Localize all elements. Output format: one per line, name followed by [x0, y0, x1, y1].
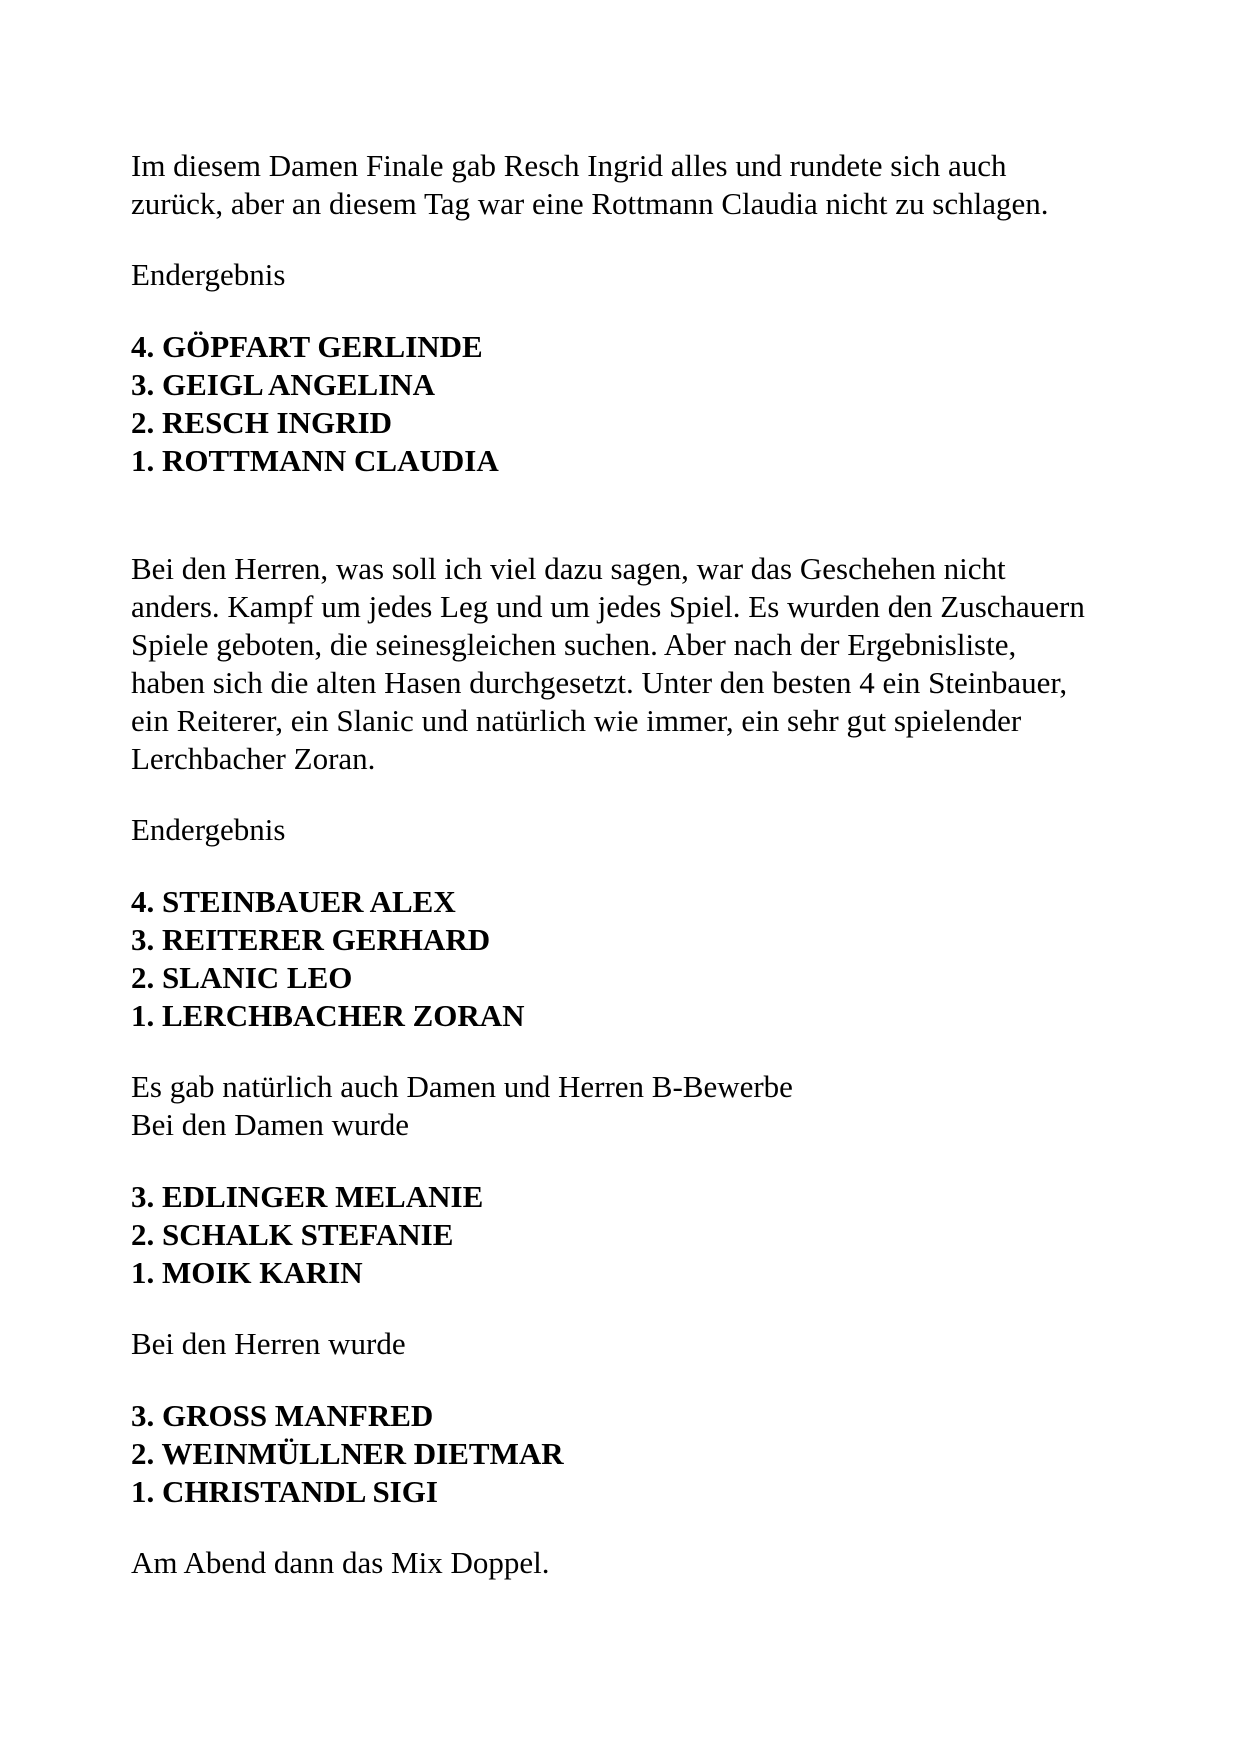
b-bewerbe-paragraph: [131, 1068, 1171, 1144]
text-line: Bei den Herren wurde: [131, 1326, 406, 1361]
herren-b-list: [131, 1397, 1171, 1511]
text-line: Bei den Damen wurde: [131, 1107, 410, 1142]
list-item: 2. SLANIC LEO: [131, 960, 353, 995]
result-label-herren: [131, 811, 1171, 849]
text-line: Spiele geboten, die seinesgleichen suchen. Aber nach der Ergebnisliste,: [131, 627, 1017, 662]
text-line: Endergebnis: [131, 812, 286, 847]
herren-final-list: [131, 883, 1171, 1035]
list-item: 1. MOIK KARIN: [131, 1255, 363, 1290]
damen-final-list: [131, 328, 1171, 480]
herren-b-label: [131, 1325, 1171, 1363]
list-item: 1. CHRISTANDL SIGI: [131, 1474, 438, 1509]
list-item: 1. LERCHBACHER ZORAN: [131, 998, 525, 1033]
intro-paragraph: [131, 147, 1171, 223]
list-item: 4. GÖPFART GERLINDE: [131, 329, 483, 364]
list-item: 3. GEIGL ANGELINA: [131, 367, 436, 402]
text-line: Es gab natürlich auch Damen und Herren B-Bewerbe: [131, 1069, 793, 1104]
list-item: 2. WEINMÜLLNER DIETMAR: [131, 1436, 564, 1471]
text-line: zurück, aber an diesem Tag war eine Rottmann Claudia nicht zu schlagen.: [131, 186, 1049, 221]
damen-b-list: [131, 1178, 1171, 1292]
list-item: 2. SCHALK STEFANIE: [131, 1217, 454, 1252]
text-line: haben sich die alten Hasen durchgesetzt. Unter den besten 4 ein Steinbauer,: [131, 665, 1068, 700]
text-line: ein Reiterer, ein Slanic und natürlich wie immer, ein sehr gut spielender: [131, 703, 1022, 738]
text-line: Bei den Herren, was soll ich viel dazu sagen, war das Geschehen nicht: [131, 551, 1006, 586]
herren-paragraph: [131, 550, 1171, 778]
list-item: 2. RESCH INGRID: [131, 405, 392, 440]
text-line: Am Abend dann das Mix Doppel.: [131, 1545, 550, 1580]
result-label-damen: [131, 256, 1171, 294]
list-item: 4. STEINBAUER ALEX: [131, 884, 456, 919]
text-line: Endergebnis: [131, 257, 286, 292]
list-item: 3. EDLINGER MELANIE: [131, 1179, 484, 1214]
text-line: Im diesem Damen Finale gab Resch Ingrid alles und rundete sich auch: [131, 148, 1007, 183]
text-line: Lerchbacher Zoran.: [131, 741, 376, 776]
closing-line: [131, 1544, 1171, 1582]
list-item: 1. ROTTMANN CLAUDIA: [131, 443, 499, 478]
text-line: anders. Kampf um jedes Leg und um jedes Spiel. Es wurden den Zuschauern: [131, 589, 1085, 624]
document-page: [131, 147, 1171, 1582]
list-item: 3. GROSS MANFRED: [131, 1398, 434, 1433]
list-item: 3. REITERER GERHARD: [131, 922, 491, 957]
